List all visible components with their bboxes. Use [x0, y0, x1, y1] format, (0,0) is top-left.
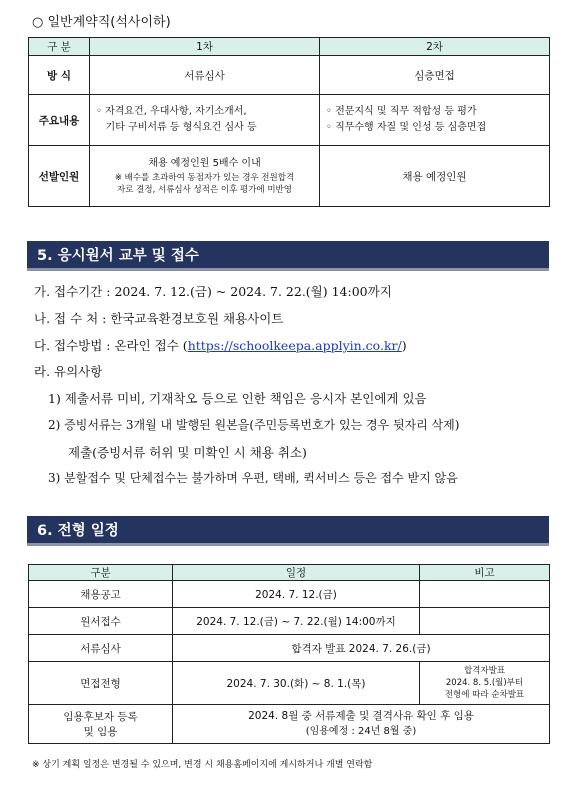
cell-first-headcount	[90, 146, 320, 207]
schedule-cell-merged	[173, 705, 550, 744]
merged-line: 2024. 8월 중 서류제출 및 결격사유 확인 후 임용	[248, 710, 474, 722]
note-3: 3) 분할접수 및 단체접수는 불가하며 우편, 택배, 퀵서비스 등은 접수 받지 않음	[48, 471, 458, 485]
headcount-note-line: ※ 배수를 초과하여 동점자가 있는 경우 전원합격	[114, 173, 295, 183]
item-method-prefix: 다. 접수방법 : 온라인 접수 (	[34, 338, 188, 353]
note-line: 2024. 8. 5.(월)부터	[445, 678, 524, 688]
headcount-note-line: 자로 결정, 서류심사 성적은 이후 평가에 미반영	[117, 185, 292, 195]
row-label-content: 주요내용	[29, 95, 90, 146]
content-line: ◦ 전문지식 및 직무 적합성 등 평가	[326, 106, 477, 117]
schedule-footnote: ※ 상기 계획 일정은 변경될 수 있으며, 변경 시 채용홈페이지에 게시하거나 개별 연락함	[32, 760, 373, 770]
row-label: 면접전형	[29, 662, 173, 705]
row-label: 채용공고	[29, 581, 173, 608]
cell-second-headcount: 채용 예정인원	[320, 146, 550, 207]
cell-second-method: 심층면접	[320, 56, 550, 95]
item-method	[34, 336, 407, 354]
label-line: 임용후보자 등록	[63, 711, 138, 723]
item-period: 가. 접수기간 : 2024. 7. 12.(금) ~ 2024. 7. 22.(월) 14:00까지	[34, 284, 392, 299]
row-label	[29, 705, 173, 744]
table-header-row	[29, 565, 550, 581]
note-1: 1) 제출서류 미비, 기재착오 등으로 인한 책임은 응시자 본인에게 있음	[48, 391, 427, 406]
note-2-cont: 제출(증빙서류 허위 및 미확인 시 채용 취소)	[68, 445, 307, 460]
content-line: 기타 구비서류 등 형식요건 심사 등	[96, 122, 257, 133]
table-row	[29, 705, 550, 744]
content-line: ◦ 직무수행 자질 및 인성 등 심층면접	[326, 122, 487, 133]
table-header-row	[29, 38, 550, 56]
note-cell	[420, 608, 550, 635]
cell-first-method: 서류심사	[90, 56, 320, 95]
row-label-method: 방 식	[29, 56, 90, 95]
label-line: 및 임용	[83, 726, 118, 738]
header-note: 비고	[420, 565, 550, 581]
content-line: ◦ 자격요건, 우대사항, 자기소개서,	[96, 106, 247, 117]
schedule-cell: 2024. 7. 30.(화) ~ 8. 1.(목)	[173, 662, 420, 705]
header-category: 구분	[29, 565, 173, 581]
cell-second-content	[320, 95, 550, 146]
recruit-site-link[interactable]: https://schoolkeepa.applyin.co.kr/	[187, 338, 402, 353]
table-row	[29, 146, 550, 207]
note-2: 2) 증빙서류는 3개월 내 발행된 원본을(주민등록번호가 있는 경우 뒷자리 삭제)	[48, 418, 460, 432]
header-first-round: 1차	[90, 38, 320, 56]
schedule-cell: 2024. 7. 12.(금)	[173, 581, 420, 608]
header-second-round: 2차	[320, 38, 550, 56]
merged-line: (임용예정 : 24년 8월 중)	[305, 726, 417, 737]
note-cell	[420, 662, 550, 705]
header-category: 구 분	[29, 38, 90, 56]
section-title-contract: ○ 일반계약직(석사이하)	[32, 15, 171, 30]
table-row	[29, 95, 550, 146]
cell-first-content	[90, 95, 320, 146]
note-line: 전형에 따라 순차발표	[444, 690, 525, 700]
schedule-cell: 2024. 7. 12.(금) ~ 7. 22.(월) 14:00까지	[173, 608, 420, 635]
row-label-headcount: 선발인원	[29, 146, 90, 207]
table-row	[29, 56, 550, 95]
note-line: 합격자발표	[463, 666, 506, 676]
item-method-suffix: )	[401, 338, 407, 353]
row-label: 서류심사	[29, 635, 173, 662]
header-schedule: 일정	[173, 565, 420, 581]
section-banner-application: 5. 응시원서 교부 및 접수	[27, 241, 549, 271]
row-label: 원서접수	[29, 608, 173, 635]
table-row	[29, 662, 550, 705]
schedule-cell-merged: 합격자 발표 2024. 7. 26.(금)	[173, 635, 550, 662]
item-notes-heading: 라. 유의사항	[34, 364, 103, 379]
table-row	[29, 635, 550, 662]
schedule-table	[28, 564, 550, 744]
note-cell	[420, 581, 550, 608]
table-row	[29, 581, 550, 608]
selection-method-table	[28, 37, 550, 207]
item-place: 나. 접 수 처 : 한국교육환경보호원 채용사이트	[34, 311, 284, 326]
table-row	[29, 608, 550, 635]
headcount-text: 채용 예정인원 5배수 이내	[148, 158, 261, 169]
section-banner-schedule: 6. 전형 일정	[27, 516, 549, 546]
